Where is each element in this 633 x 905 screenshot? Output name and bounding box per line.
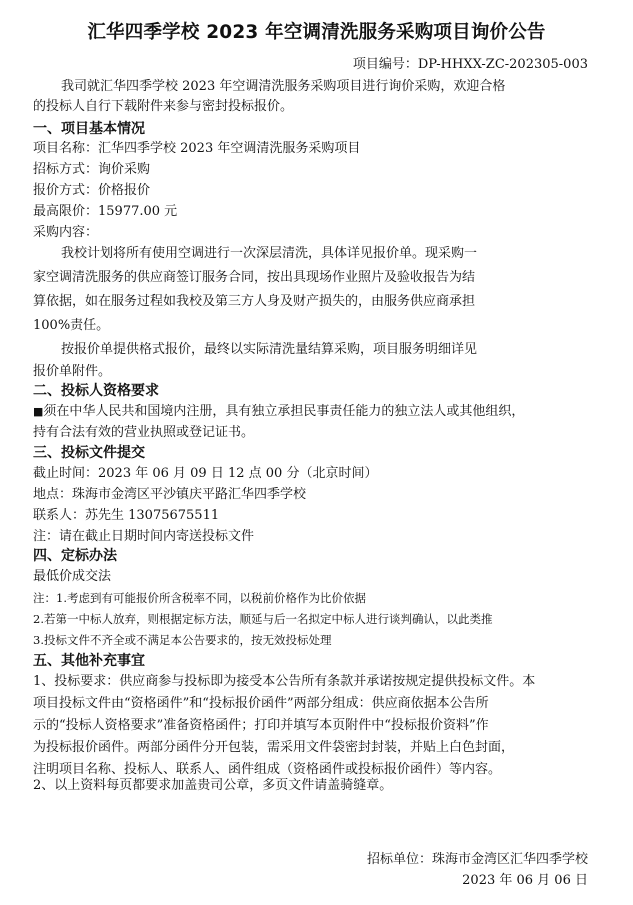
field-tender-method: 招标方式：询价采购	[33, 162, 151, 177]
document-title: 汇华四季学校 2023 年空调清洗服务采购项目询价公告	[87, 22, 546, 43]
issuer: 招标单位：珠海市金湾区汇华四季学校	[366, 852, 588, 867]
deadline: 截止时间：2023 年 06 月 09 日 12 点 00 分（北京时间）	[33, 466, 378, 481]
project-number: 项目编号：DP-HHXX-ZC-202305-003	[352, 57, 588, 72]
qualification-line-2: 持有合法有效的营业执照或登记证书。	[33, 425, 255, 440]
award-note-2: 2.若第一中标人放弃，则根据定标方法，顺延与后一名拟定中标人进行谈判确认，以此类推	[33, 612, 493, 626]
content-para1-line-3: 算依据，如在服务过程如我校及第三方人身及财产损失的，由服务供应商承担	[33, 294, 476, 309]
section-3-heading: 三、投标文件提交	[33, 445, 145, 461]
content-para2-line-2: 报价单附件。	[33, 364, 112, 379]
intro-line-1: 我司就汇华四季学校 2023 年空调清洗服务采购项目进行询价采购，欢迎合格	[61, 79, 506, 94]
field-max-price: 最高限价：15977.00 元	[33, 204, 178, 219]
supplement-line-4: 为投标报价函件。两部分函件分开包装，需采用文件袋密封封装，并贴上白色封面，	[33, 740, 515, 755]
supplement-line-6: 2、以上资料每页都要求加盖贵司公章，多页文件请盖骑缝章。	[33, 778, 393, 793]
field-quote-method: 报价方式：价格报价	[33, 183, 151, 198]
qualification-text-1: 须在中华人民共和国境内注册，具有独立承担民事责任能力的独立法人或其他组织，	[43, 404, 525, 419]
contact: 联系人：苏先生 13075675511	[33, 508, 220, 523]
supplement-line-5: 注明项目名称、投标人、联系人、函件组成（资格函件或投标报价函件）等内容。	[33, 762, 502, 777]
award-method: 最低价成交法	[33, 569, 112, 584]
qualification-line-1	[33, 402, 588, 422]
content-para1-line-1: 我校计划将所有使用空调进行一次深层清洗，具体详见报价单。现采购一	[61, 246, 478, 261]
submission-note: 注：请在截止日期时间内寄送投标文件	[33, 529, 255, 544]
issue-date: 2023 年 06 月 06 日	[462, 873, 588, 888]
content-para1-line-2: 家空调清洗服务的供应商签订服务合同，按出具现场作业照片及验收报告为结	[33, 270, 476, 285]
intro-line-2: 的投标人自行下载附件来参与密封投标报价。	[33, 99, 294, 114]
field-procurement-content: 采购内容：	[33, 225, 99, 240]
supplement-line-1: 1、投标要求：供应商参与投标即为接受本公告所有条款并承诺按规定提供投标文件。本	[33, 674, 536, 689]
content-para1-line-4: 100%责任。	[33, 318, 110, 333]
section-4-heading: 四、定标办法	[33, 548, 117, 564]
field-project-name: 项目名称：汇华四季学校 2023 年空调清洗服务采购项目	[33, 141, 361, 156]
content-para2-line-1: 按报价单提供格式报价，最终以实际清洗量结算采购，项目服务明细详见	[61, 342, 478, 357]
supplement-line-3: 示的“投标人资格要求”准备资格函件；打印并填写本页附件中“投标报价资料”作	[33, 718, 489, 733]
square-bullet-icon: ■	[33, 405, 44, 418]
award-note-1: 注：1.考虑到有可能报价所含税率不同，以税前价格作为比价依据	[33, 591, 366, 605]
section-1-heading: 一、项目基本情况	[33, 121, 145, 137]
location: 地点：珠海市金湾区平沙镇庆平路汇华四季学校	[33, 487, 307, 502]
section-2-heading: 二、投标人资格要求	[33, 383, 159, 399]
section-5-heading: 五、其他补充事宜	[33, 653, 145, 669]
supplement-line-2: 项目投标文件由“资格函件”和“投标报价函件”两部分组成：供应商依据本公告所	[33, 696, 489, 711]
award-note-3: 3.投标文件不齐全或不满足本公告要求的，按无效投标处理	[33, 633, 332, 647]
